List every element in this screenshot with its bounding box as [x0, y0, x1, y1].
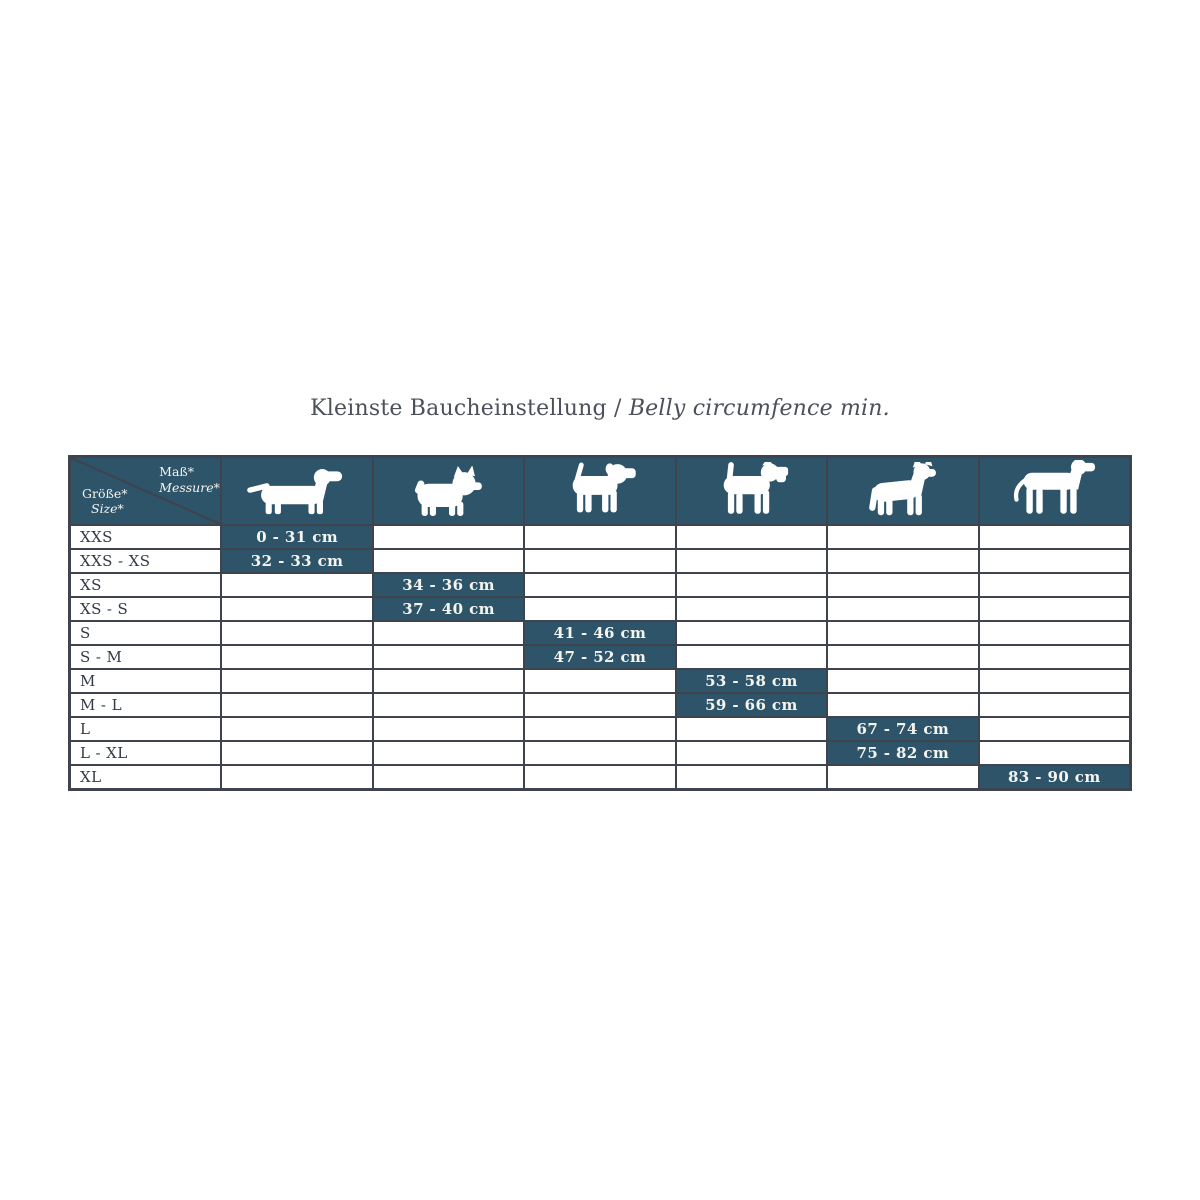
size-label-cell: XL [71, 766, 220, 788]
empty-cell [677, 550, 826, 572]
title-separator: / [606, 396, 629, 421]
small-terrier-icon [407, 466, 491, 518]
size-label-en: Size* [91, 501, 124, 517]
husky-icon [859, 462, 947, 518]
empty-cell [374, 694, 523, 716]
empty-cell [222, 742, 371, 764]
measure-label-en: Messure* [159, 479, 220, 495]
range-cell: 0 - 31 cm [222, 526, 371, 548]
size-label-cell: XXS [71, 526, 220, 548]
column-header-fox-terrier [677, 458, 826, 524]
empty-cell [980, 526, 1129, 548]
empty-cell [980, 742, 1129, 764]
empty-cell [828, 670, 977, 692]
range-cell: 47 - 52 cm [525, 646, 674, 668]
empty-cell [980, 670, 1129, 692]
empty-cell [677, 646, 826, 668]
size-label-cell: L [71, 718, 220, 740]
empty-cell [980, 694, 1129, 716]
column-header-dachshund [222, 458, 371, 524]
column-header-medium-terrier [525, 458, 674, 524]
empty-cell [374, 742, 523, 764]
range-cell: 34 - 36 cm [374, 574, 523, 596]
measure-header [159, 464, 220, 495]
empty-cell [222, 598, 371, 620]
empty-cell [828, 766, 977, 788]
empty-cell [980, 550, 1129, 572]
empty-cell [525, 574, 674, 596]
empty-cell [374, 646, 523, 668]
size-label-cell: S - M [71, 646, 220, 668]
size-label-cell: XXS - XS [71, 550, 220, 572]
corner-header-cell [71, 458, 220, 524]
empty-cell [525, 694, 674, 716]
empty-cell [677, 574, 826, 596]
fox-terrier-icon [705, 462, 797, 518]
range-cell: 41 - 46 cm [525, 622, 674, 644]
empty-cell [828, 526, 977, 548]
empty-cell [980, 574, 1129, 596]
empty-cell [980, 718, 1129, 740]
empty-cell [525, 526, 674, 548]
empty-cell [374, 766, 523, 788]
empty-cell [677, 742, 826, 764]
title-english: Belly circumfence min. [628, 396, 890, 421]
empty-cell [222, 694, 371, 716]
empty-cell [374, 718, 523, 740]
empty-cell [222, 574, 371, 596]
empty-cell [828, 622, 977, 644]
empty-cell [677, 598, 826, 620]
empty-cell [677, 622, 826, 644]
empty-cell [222, 718, 371, 740]
range-cell: 59 - 66 cm [677, 694, 826, 716]
empty-cell [222, 622, 371, 644]
range-cell: 32 - 33 cm [222, 550, 371, 572]
medium-terrier-icon [554, 462, 646, 518]
size-label-cell: XS - S [71, 598, 220, 620]
empty-cell [525, 718, 674, 740]
empty-cell [374, 550, 523, 572]
empty-cell [828, 550, 977, 572]
empty-cell [374, 622, 523, 644]
size-label-cell: M - L [71, 694, 220, 716]
size-label-cell: S [71, 622, 220, 644]
size-label-de: Größe* [82, 485, 128, 501]
title-german: Kleinste Baucheinstellung [310, 396, 607, 421]
empty-cell [828, 598, 977, 620]
column-header-great-dane [980, 458, 1129, 524]
measure-label-de: Maß* [159, 464, 195, 479]
empty-cell [374, 670, 523, 692]
empty-cell [222, 766, 371, 788]
range-cell: 53 - 58 cm [677, 670, 826, 692]
empty-cell [525, 598, 674, 620]
empty-cell [828, 646, 977, 668]
size-label-cell: XS [71, 574, 220, 596]
empty-cell [374, 526, 523, 548]
range-cell: 67 - 74 cm [828, 718, 977, 740]
size-header [82, 486, 127, 517]
empty-cell [980, 646, 1129, 668]
empty-cell [677, 766, 826, 788]
empty-cell [980, 622, 1129, 644]
dachshund-icon [246, 466, 348, 518]
size-label-cell: M [71, 670, 220, 692]
range-cell: 83 - 90 cm [980, 766, 1129, 788]
empty-cell [980, 598, 1129, 620]
empty-cell [525, 670, 674, 692]
range-cell: 75 - 82 cm [828, 742, 977, 764]
empty-cell [525, 742, 674, 764]
column-header-husky [828, 458, 977, 524]
size-label-cell: L - XL [71, 742, 220, 764]
column-header-small-terrier [374, 458, 523, 524]
empty-cell [677, 718, 826, 740]
empty-cell [222, 670, 371, 692]
empty-cell [677, 526, 826, 548]
size-table [68, 455, 1132, 791]
great-dane-icon [1006, 460, 1102, 518]
empty-cell [828, 574, 977, 596]
empty-cell [525, 550, 674, 572]
empty-cell [525, 766, 674, 788]
range-cell: 37 - 40 cm [374, 598, 523, 620]
empty-cell [222, 646, 371, 668]
page-title [0, 396, 1200, 421]
empty-cell [828, 694, 977, 716]
